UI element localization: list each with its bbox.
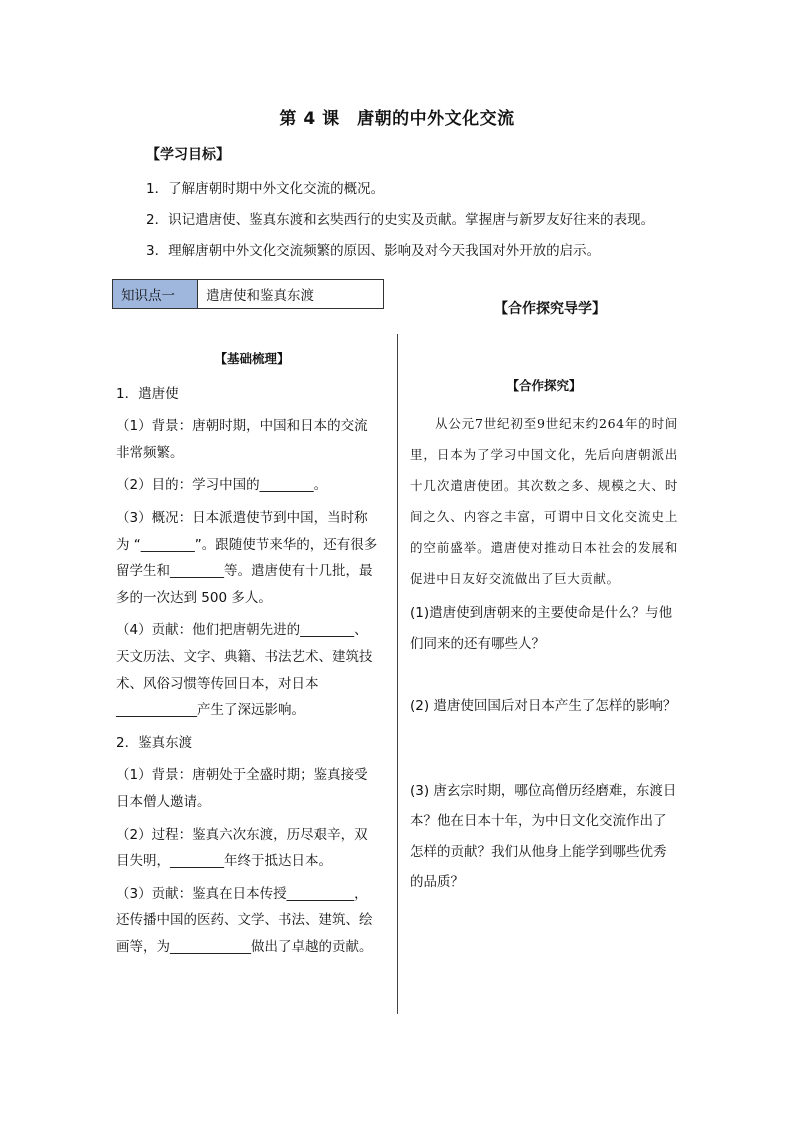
question-2: (2) 遣唐使回国后对日本产生了怎样的影响？ — [410, 698, 677, 714]
review-line: （4）贡献：他们把唐朝先进的________、 — [116, 622, 368, 639]
knowledge-point-title: 遣唐使和鉴真东渡 — [206, 288, 314, 304]
review-line: 为 “________”。跟随使节来华的，还有很多 — [116, 536, 378, 553]
objective-item: 2．识记遣唐使、鉴真东渡和玄奘西行的史实及贡献。掌握唐与新罗友好往来的表现。 — [146, 212, 655, 228]
review-line: 天文历法、文字、典籍、书法艺术、建筑技 — [116, 648, 373, 665]
knowledge-point-box — [112, 279, 384, 309]
review-line: 画等，为____________做出了卓越的贡献。 — [116, 938, 373, 955]
section-title: 2．鉴真东渡 — [116, 734, 193, 751]
objective-item: 3．理解唐朝中外文化交流频繁的原因、影响及对今天我国对外开放的启示。 — [146, 243, 601, 259]
cooperative-guide-heading: 【合作探究导学】 — [494, 301, 606, 317]
review-line: 日本僧人邀请。 — [116, 793, 211, 810]
review-line: 多的一次达到 500 多人。 — [116, 589, 272, 606]
objective-item: 1．了解唐朝时期中外文化交流的概况。 — [146, 181, 385, 197]
knowledge-point-label: 知识点一 — [113, 280, 198, 308]
question-3: (3) 唐玄宗时期，哪位高僧历经磨难，东渡日本？他在日本十年，为中日文化交流作出了怎样的贡献？我们从他身上能学到哪些优秀的品质？ — [410, 782, 677, 890]
reading-passage: 从公元7世纪初至9世纪末约264年的时间里，日本为了学习中国文化，先后向唐朝派出十几次遣唐使团。其次数之多、规模之大、时间之久、内容之丰富，可谓中日文化交流史上的空前盛举。遣唐使对推动日本社会的发展和促进中日友好交流做出了巨大贡献。 — [410, 416, 678, 586]
section-title: 1．遣唐使 — [116, 385, 179, 402]
question-1: (1)遣唐使到唐朝来的主要使命是什么？与他们同来的还有哪些人？ — [410, 605, 673, 652]
review-line: 留学生和________等。遣唐使有十几批，最 — [116, 563, 373, 580]
cooperative-inquiry-column — [410, 376, 678, 898]
review-line: 非常频繁。 — [116, 444, 184, 461]
cooperative-inquiry-heading: 【合作探究】 — [506, 378, 582, 393]
basic-review-heading: 【基础梳理】 — [214, 351, 290, 366]
lesson-title: 第 4 课 唐朝的中外文化交流 — [279, 109, 515, 129]
review-line: （3）概况：日本派遣使节到中国，当时称 — [116, 509, 368, 526]
review-line: （3）贡献：鉴真在日本传授__________， — [116, 885, 368, 902]
review-line: ____________产生了深远影响。 — [116, 702, 305, 719]
objectives-heading: 【学习目标】 — [146, 147, 230, 163]
review-line: 目失明，________年终于抵达日本。 — [116, 853, 332, 870]
review-line: （1）背景：唐朝处于全盛时期；鉴真接受 — [116, 767, 368, 784]
review-line: 还传播中国的医药、文学、书法、建筑、绘 — [116, 912, 373, 929]
review-line: （2）目的：学习中国的________。 — [116, 477, 328, 494]
review-line: （2）过程：鉴真六次东渡，历尽艰辛，双 — [116, 826, 368, 843]
review-line: 术、风俗习惯等传回日本，对日本 — [116, 675, 319, 692]
basic-review-column — [116, 346, 388, 960]
review-line: （1）背景：唐朝时期，中国和日本的交流 — [116, 418, 368, 435]
column-divider — [397, 334, 398, 1014]
